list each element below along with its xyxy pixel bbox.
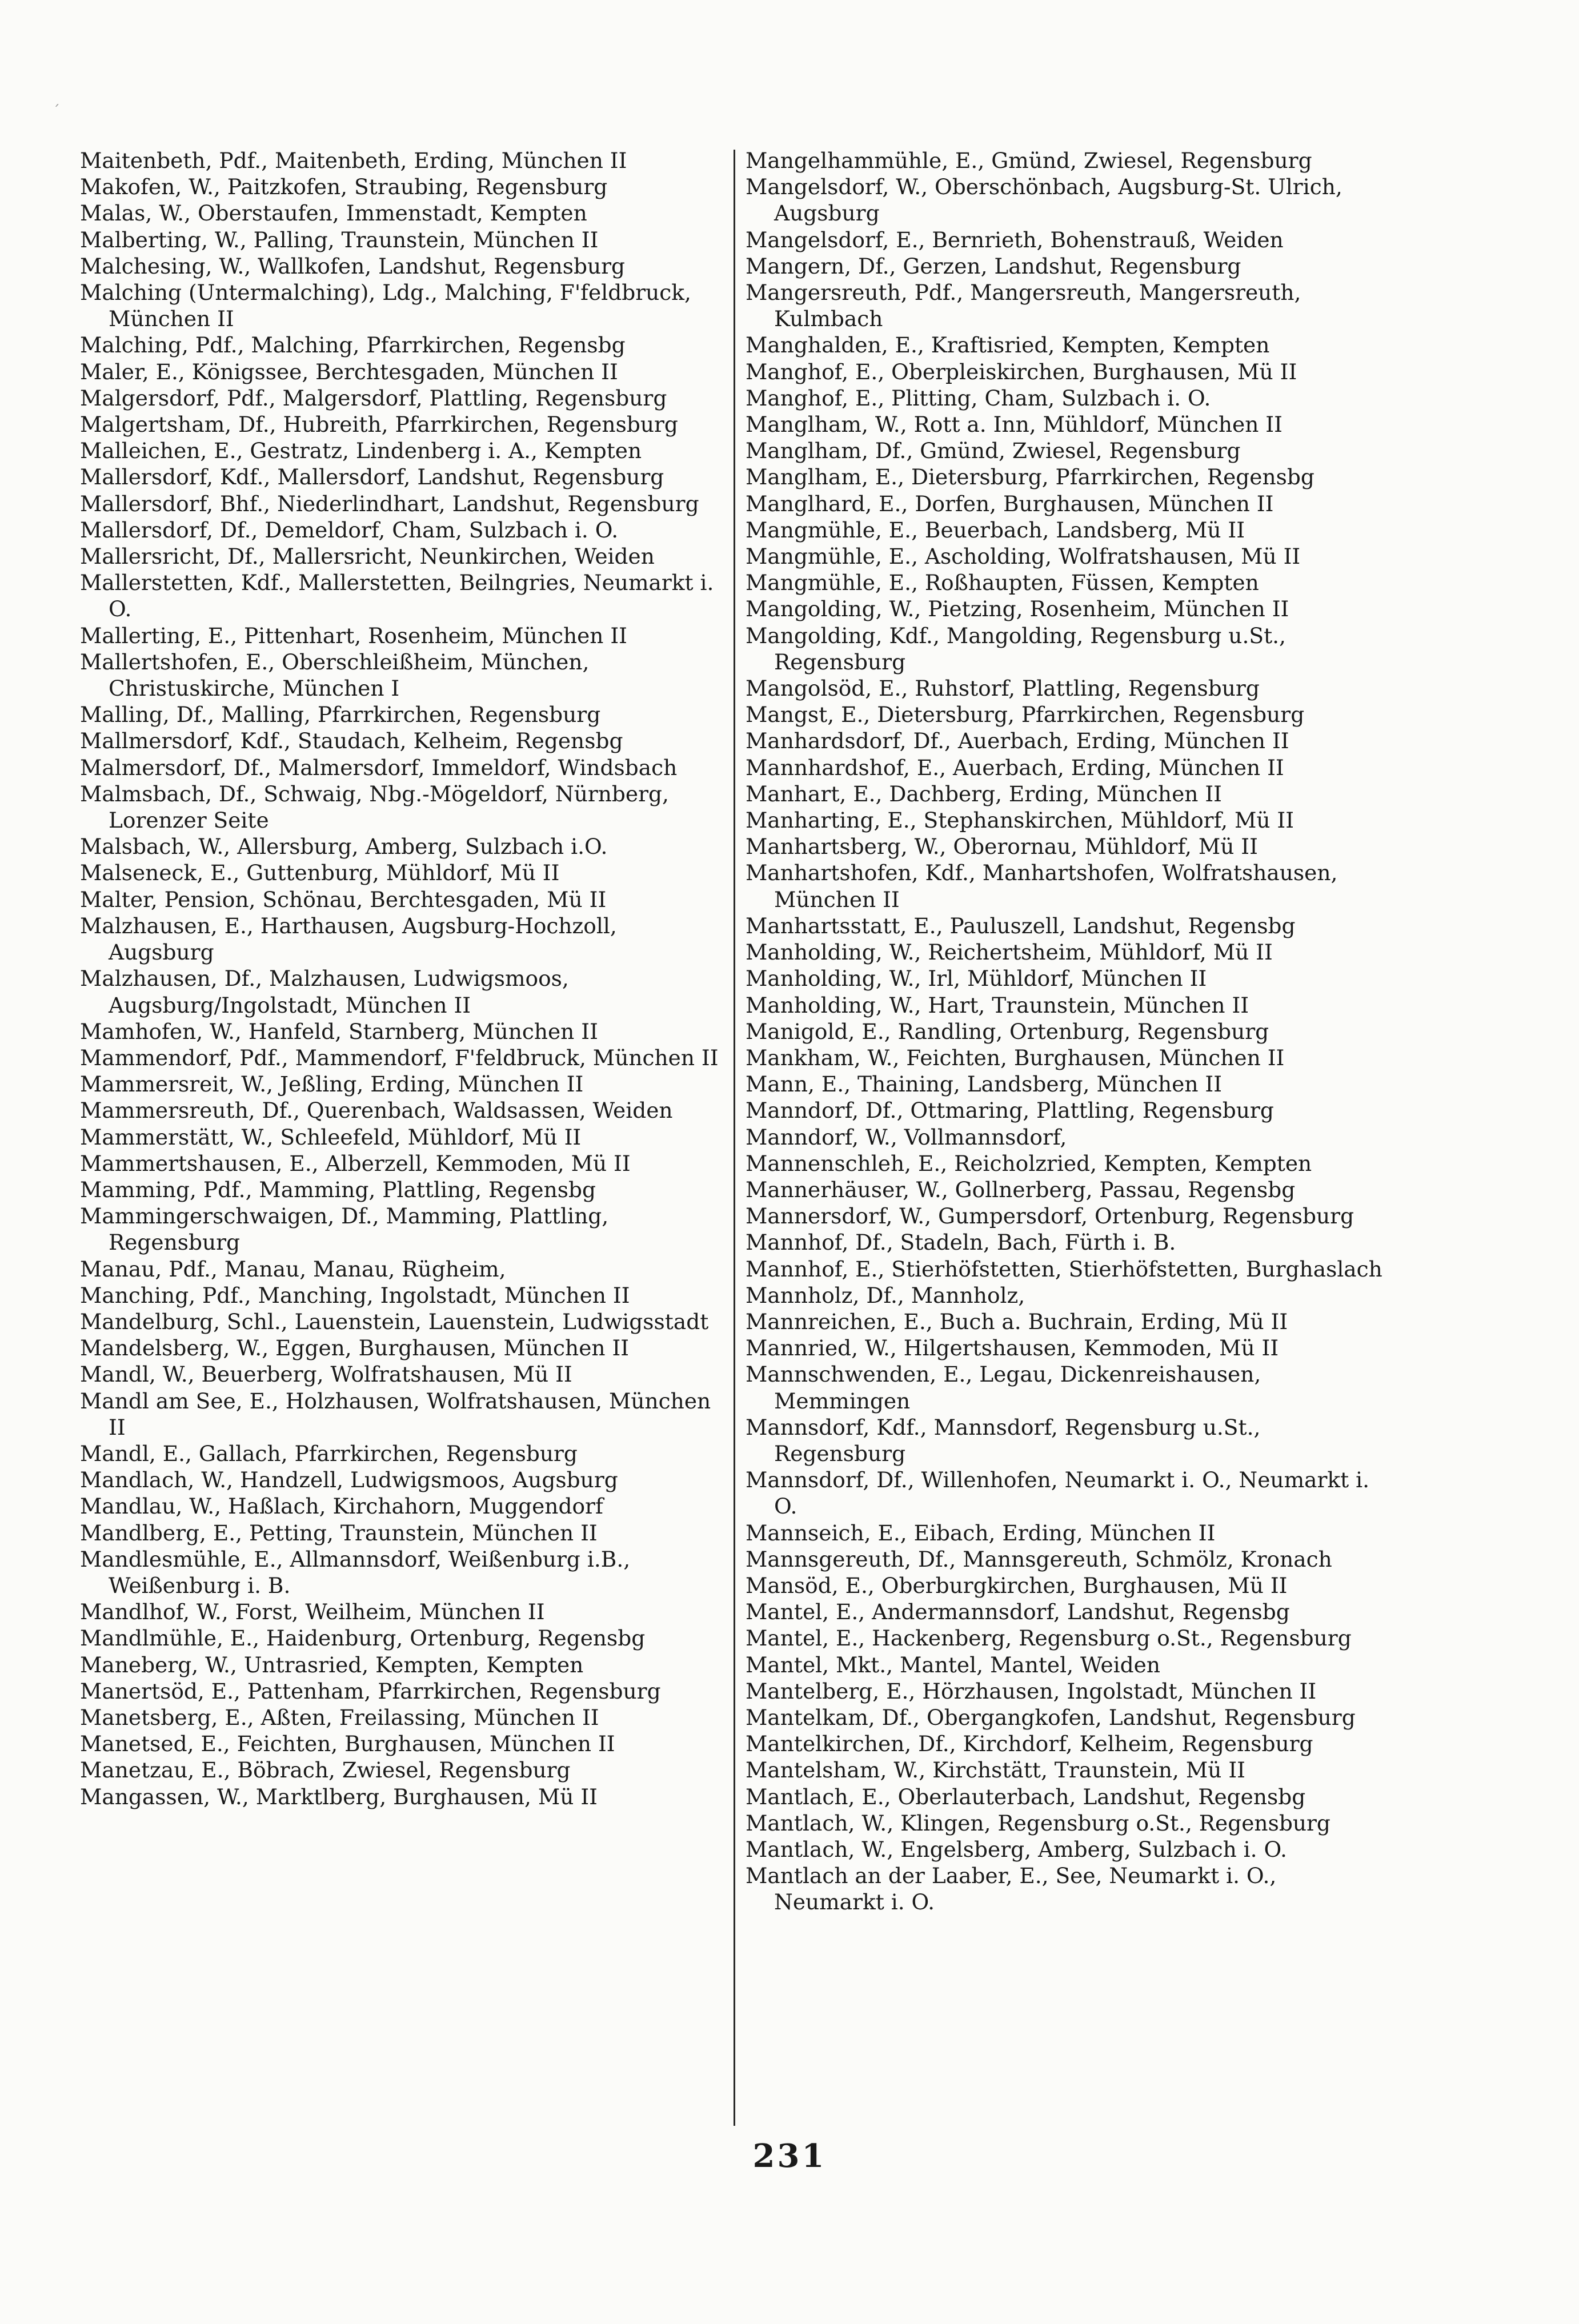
column-divider	[734, 150, 735, 2126]
gazetteer-entry: Mangersreuth, Pdf., Mangersreuth, Mangersreuth, Kulmbach	[746, 280, 1301, 332]
gazetteer-entry: Mallertshofen, E., Oberschleißheim, München, Christuskirche, München I	[80, 649, 590, 701]
gazetteer-entry: Mangassen, W., Marktlberg, Burghausen, Mü II	[80, 1784, 598, 1809]
gazetteer-entry: Malzhausen, E., Harthausen, Augsburg-Hochzoll, Augsburg	[80, 913, 617, 965]
gazetteer-entry: Mantelkam, Df., Obergangkofen, Landshut, Regensburg	[746, 1704, 1356, 1730]
gazetteer-entry: Mandelburg, Schl., Lauenstein, Lauenstein, Ludwigsstadt	[80, 1308, 709, 1334]
gazetteer-entry: Mantel, E., Hackenberg, Regensburg o.St., Regensburg	[746, 1625, 1352, 1651]
gazetteer-entry: Mandlmühle, E., Haidenburg, Ortenburg, Regensbg	[80, 1625, 646, 1651]
gazetteer-entry: Mangern, Df., Gerzen, Landshut, Regensburg	[746, 253, 1241, 279]
gazetteer-entry: Mandlberg, E., Petting, Traunstein, München II	[80, 1520, 598, 1546]
gazetteer-entry: Mamhofen, W., Hanfeld, Starnberg, München II	[80, 1018, 598, 1044]
gazetteer-entry: Mannhardshof, E., Auerbach, Erding, München II	[746, 754, 1284, 780]
gazetteer-entry: Mangmühle, E., Roßhaupten, Füssen, Kempten	[746, 570, 1259, 596]
gazetteer-entry: Manholding, W., Reichertsheim, Mühldorf, Mü II	[746, 940, 1273, 965]
gazetteer-entry: Manndorf, W., Vollmannsdorf,	[746, 1124, 1067, 1150]
gazetteer-entry: Malseneck, E., Guttenburg, Mühldorf, Mü II	[80, 860, 560, 886]
gazetteer-entry: Manharting, E., Stephanskirchen, Mühldorf, Mü II	[746, 808, 1295, 833]
gazetteer-entry: Manau, Pdf., Manau, Manau, Rügheim,	[80, 1256, 506, 1282]
gazetteer-entry: Manghof, E., Oberpleiskirchen, Burghausen, Mü II	[746, 359, 1297, 384]
gazetteer-entry: Maneberg, W., Untrasried, Kempten, Kempten	[80, 1652, 584, 1677]
gazetteer-entry: Manertsöd, E., Pattenham, Pfarrkirchen, Regensburg	[80, 1678, 661, 1704]
gazetteer-entry: Mallersricht, Df., Mallersricht, Neunkirchen, Weiden	[80, 544, 655, 569]
page-number: 231	[752, 2137, 827, 2175]
gazetteer-entry: Mandlau, W., Haßlach, Kirchahorn, Muggendorf	[80, 1494, 603, 1519]
gazetteer-entry: Mannerhäuser, W., Gollnerberg, Passau, Regensbg	[746, 1177, 1296, 1202]
gazetteer-entry: Mansöd, E., Oberburgkirchen, Burghausen, Mü II	[746, 1572, 1288, 1598]
gazetteer-entry: Mandelsberg, W., Eggen, Burghausen, München II	[80, 1335, 630, 1361]
gazetteer-entry: Manghalden, E., Kraftisried, Kempten, Kempten	[746, 332, 1270, 358]
gazetteer-entry: Manhart, E., Dachberg, Erding, München II	[746, 781, 1222, 806]
gazetteer-entry: Mannseich, E., Eibach, Erding, München II	[746, 1520, 1216, 1546]
gazetteer-entry: Malgersdorf, Pdf., Malgersdorf, Plattling, Regensburg	[80, 385, 667, 411]
gazetteer-entry: Mallerstetten, Kdf., Mallerstetten, Beilngries, Neumarkt i. O.	[80, 570, 714, 622]
gazetteer-entry: Mannreichen, E., Buch a. Buchrain, Erding, Mü II	[746, 1308, 1288, 1334]
gazetteer-entry: Mangst, E., Dietersburg, Pfarrkirchen, Regensburg	[746, 702, 1305, 728]
gazetteer-entry: Mantel, Mkt., Mantel, Mantel, Weiden	[746, 1652, 1160, 1677]
gazetteer-entry: Manetzau, E., Böbrach, Zwiesel, Regensburg	[80, 1757, 571, 1783]
gazetteer-entry: Mangmühle, E., Beuerbach, Landsberg, Mü II	[746, 517, 1245, 543]
gazetteer-entry: Malas, W., Oberstaufen, Immenstadt, Kempten	[80, 200, 587, 226]
gazetteer-entry: Mannhof, E., Stierhöfstetten, Stierhöfstetten, Burghaslach	[746, 1256, 1382, 1282]
gazetteer-entry: Mannsgereuth, Df., Mannsgereuth, Schmölz, Kronach	[746, 1546, 1332, 1572]
gazetteer-entry: Maler, E., Königssee, Berchtesgaden, München II	[80, 359, 618, 384]
gazetteer-entry: Malmsbach, Df., Schwaig, Nbg.-Mögeldorf, Nürnberg, Lorenzer Seite	[80, 781, 669, 833]
gazetteer-entry: Manglham, E., Dietersburg, Pfarrkirchen, Regensbg	[746, 464, 1315, 490]
gazetteer-entry: Mallersdorf, Bhf., Niederlindhart, Landshut, Regensburg	[80, 491, 699, 516]
gazetteer-entry: Makofen, W., Paitzkofen, Straubing, Regensburg	[80, 174, 608, 200]
gazetteer-entry: Mannholz, Df., Mannholz,	[746, 1282, 1025, 1308]
gazetteer-entry: Mangolsöd, E., Ruhstorf, Plattling, Regensburg	[746, 676, 1260, 701]
gazetteer-entry: Mangelhammühle, E., Gmünd, Zwiesel, Regensburg	[746, 148, 1312, 173]
gazetteer-entry: Manholding, W., Hart, Traunstein, München II	[746, 992, 1249, 1018]
gazetteer-entry: Manhartshofen, Kdf., Manhartshofen, Wolfratshausen, München II	[746, 860, 1338, 912]
gazetteer-entry: Mallersdorf, Kdf., Mallersdorf, Landshut, Regensburg	[80, 464, 664, 490]
gazetteer-entry: Malchesing, W., Wallkofen, Landshut, Regensburg	[80, 253, 626, 279]
gazetteer-entry: Malberting, W., Palling, Traunstein, München II	[80, 227, 599, 252]
gazetteer-entry: Mallersdorf, Df., Demeldorf, Cham, Sulzbach i. O.	[80, 517, 619, 543]
gazetteer-entry: Mann, E., Thaining, Landsberg, München II	[746, 1071, 1223, 1097]
gazetteer-entry: Mallmersdorf, Kdf., Staudach, Kelheim, Regensbg	[80, 728, 623, 754]
gazetteer-entry: Mankham, W., Feichten, Burghausen, München II	[746, 1045, 1285, 1070]
right-column	[746, 147, 1388, 1916]
gazetteer-entry: Mannersdorf, W., Gumpersdorf, Ortenburg, Regensburg	[746, 1203, 1354, 1229]
gazetteer-entry: Mannenschleh, E., Reicholzried, Kempten, Kempten	[746, 1150, 1312, 1176]
gazetteer-entry: Mallerting, E., Pittenhart, Rosenheim, München II	[80, 623, 627, 648]
gazetteer-entry: Mangelsdorf, E., Bernrieth, Bohenstrauß, Weiden	[746, 227, 1284, 252]
gazetteer-entry: Mantelkirchen, Df., Kirchdorf, Kelheim, Regensburg	[746, 1731, 1313, 1757]
gazetteer-entry: Manglham, Df., Gmünd, Zwiesel, Regensburg	[746, 438, 1241, 464]
gazetteer-entry: Malsbach, W., Allersburg, Amberg, Sulzbach i.O.	[80, 834, 608, 860]
gazetteer-entry: Mangolding, W., Pietzing, Rosenheim, München II	[746, 596, 1289, 622]
gazetteer-entry: Mangelsdorf, W., Oberschönbach, Augsburg-St. Ulrich, Augsburg	[746, 174, 1342, 226]
gazetteer-entry: Mammersreit, W., Jeßling, Erding, München II	[80, 1071, 584, 1097]
gazetteer-entry: Mannsdorf, Df., Willenhofen, Neumarkt i. O., Neumarkt i. O.	[746, 1467, 1370, 1519]
gazetteer-entry: Mamming, Pdf., Mamming, Plattling, Regensbg	[80, 1177, 596, 1202]
gazetteer-entry: Malter, Pension, Schönau, Berchtesgaden, Mü II	[80, 886, 607, 912]
gazetteer-entry: Mantelberg, E., Hörzhausen, Ingolstadt, München II	[746, 1678, 1317, 1704]
gazetteer-entry: Mandlhof, W., Forst, Weilheim, München II	[80, 1599, 545, 1625]
gazetteer-entry: Mannried, W., Hilgertshausen, Kemmoden, Mü II	[746, 1335, 1279, 1361]
gazetteer-entry: Mannschwenden, E., Legau, Dickenreishausen, Memmingen	[746, 1362, 1261, 1414]
gazetteer-entry: Malching, Pdf., Malching, Pfarrkirchen, Regensbg	[80, 332, 626, 358]
gazetteer-entry: Manholding, W., Irl, Mühldorf, München II	[746, 966, 1207, 992]
gazetteer-entry: Manhardsdorf, Df., Auerbach, Erding, München II	[746, 728, 1289, 754]
gazetteer-entry: Manglham, W., Rott a. Inn, Mühldorf, München II	[746, 412, 1283, 437]
gazetteer-entry: Mammingerschwaigen, Df., Mamming, Plattling, Regensburg	[80, 1203, 609, 1255]
gazetteer-entry: Manetsberg, E., Aßten, Freilassing, München II	[80, 1704, 599, 1730]
gazetteer-entry: Mantlach an der Laaber, E., See, Neumarkt i. O., Neumarkt i. O.	[746, 1863, 1277, 1915]
gazetteer-entry: Malching (Untermalching), Ldg., Malching, F'feldbruck, München II	[80, 280, 691, 332]
gazetteer-entry: Mandlesmühle, E., Allmannsdorf, Weißenburg i.B., Weißenburg i. B.	[80, 1546, 631, 1598]
gazetteer-entry: Manhartsberg, W., Oberornau, Mühldorf, Mü II	[746, 834, 1258, 860]
gazetteer-entry: Malgertsham, Df., Hubreith, Pfarrkirchen, Regensburg	[80, 412, 678, 437]
gazetteer-entry: Manndorf, Df., Ottmaring, Plattling, Regensburg	[746, 1098, 1274, 1123]
gazetteer-entry: Mannhof, Df., Stadeln, Bach, Fürth i. B.	[746, 1230, 1176, 1255]
gazetteer-entry: Malzhausen, Df., Malzhausen, Ludwigsmoos, Augsburg/Ingolstadt, München II	[80, 966, 569, 1018]
gazetteer-entry: Mangmühle, E., Ascholding, Wolfratshausen, Mü II	[746, 544, 1301, 569]
gazetteer-entry: Mantel, E., Andermannsdorf, Landshut, Regensbg	[746, 1599, 1290, 1625]
gazetteer-entry: Mandl, W., Beuerberg, Wolfratshausen, Mü II	[80, 1362, 572, 1387]
gazetteer-entry: Manglhard, E., Dorfen, Burghausen, München II	[746, 491, 1274, 516]
gazetteer-entry: Mammertshausen, E., Alberzell, Kemmoden, Mü II	[80, 1150, 631, 1176]
gazetteer-entry: Mammerstätt, W., Schleefeld, Mühldorf, Mü II	[80, 1124, 582, 1150]
gazetteer-entry: Malmersdorf, Df., Malmersdorf, Immeldorf, Windsbach	[80, 754, 678, 780]
gazetteer-entry: Mandl am See, E., Holzhausen, Wolfratshausen, München II	[80, 1388, 711, 1440]
margin-mark: ´	[53, 103, 60, 120]
gazetteer-entry: Mammersreuth, Df., Querenbach, Waldsassen, Weiden	[80, 1098, 673, 1123]
gazetteer-entry: Malleichen, E., Gestratz, Lindenberg i. A., Kempten	[80, 438, 642, 464]
gazetteer-entry: Manetsed, E., Feichten, Burghausen, München II	[80, 1731, 615, 1757]
gazetteer-entry: Mannsdorf, Kdf., Mannsdorf, Regensburg u.St., Regensburg	[746, 1414, 1261, 1466]
gazetteer-entry: Mangolding, Kdf., Mangolding, Regensburg u.St., Regensburg	[746, 623, 1286, 675]
gazetteer-entry: Mantlach, W., Engelsberg, Amberg, Sulzbach i. O.	[746, 1837, 1287, 1862]
gazetteer-entry: Manching, Pdf., Manching, Ingolstadt, München II	[80, 1282, 630, 1308]
gazetteer-entry: Manghof, E., Plitting, Cham, Sulzbach i. O.	[746, 385, 1211, 411]
gazetteer-entry: Mandl, E., Gallach, Pfarrkirchen, Regensburg	[80, 1440, 578, 1466]
gazetteer-entry: Mantelsham, W., Kirchstätt, Traunstein, Mü II	[746, 1757, 1245, 1783]
left-column	[80, 147, 723, 1810]
gazetteer-entry: Mantlach, W., Klingen, Regensburg o.St., Regensburg	[746, 1810, 1330, 1836]
gazetteer-entry: Manhartsstatt, E., Pauluszell, Landshut, Regensbg	[746, 913, 1296, 938]
gazetteer-entry: Mandlach, W., Handzell, Ludwigsmoos, Augsburg	[80, 1467, 618, 1493]
gazetteer-entry: Malling, Df., Malling, Pfarrkirchen, Regensburg	[80, 702, 601, 728]
gazetteer-entry: Manigold, E., Randling, Ortenburg, Regensburg	[746, 1018, 1269, 1044]
gazetteer-entry: Mammendorf, Pdf., Mammendorf, F'feldbruck, München II	[80, 1045, 719, 1070]
gazetteer-entry: Mantlach, E., Oberlauterbach, Landshut, Regensbg	[746, 1784, 1306, 1809]
gazetteer-entry: Maitenbeth, Pdf., Maitenbeth, Erding, München II	[80, 148, 627, 173]
